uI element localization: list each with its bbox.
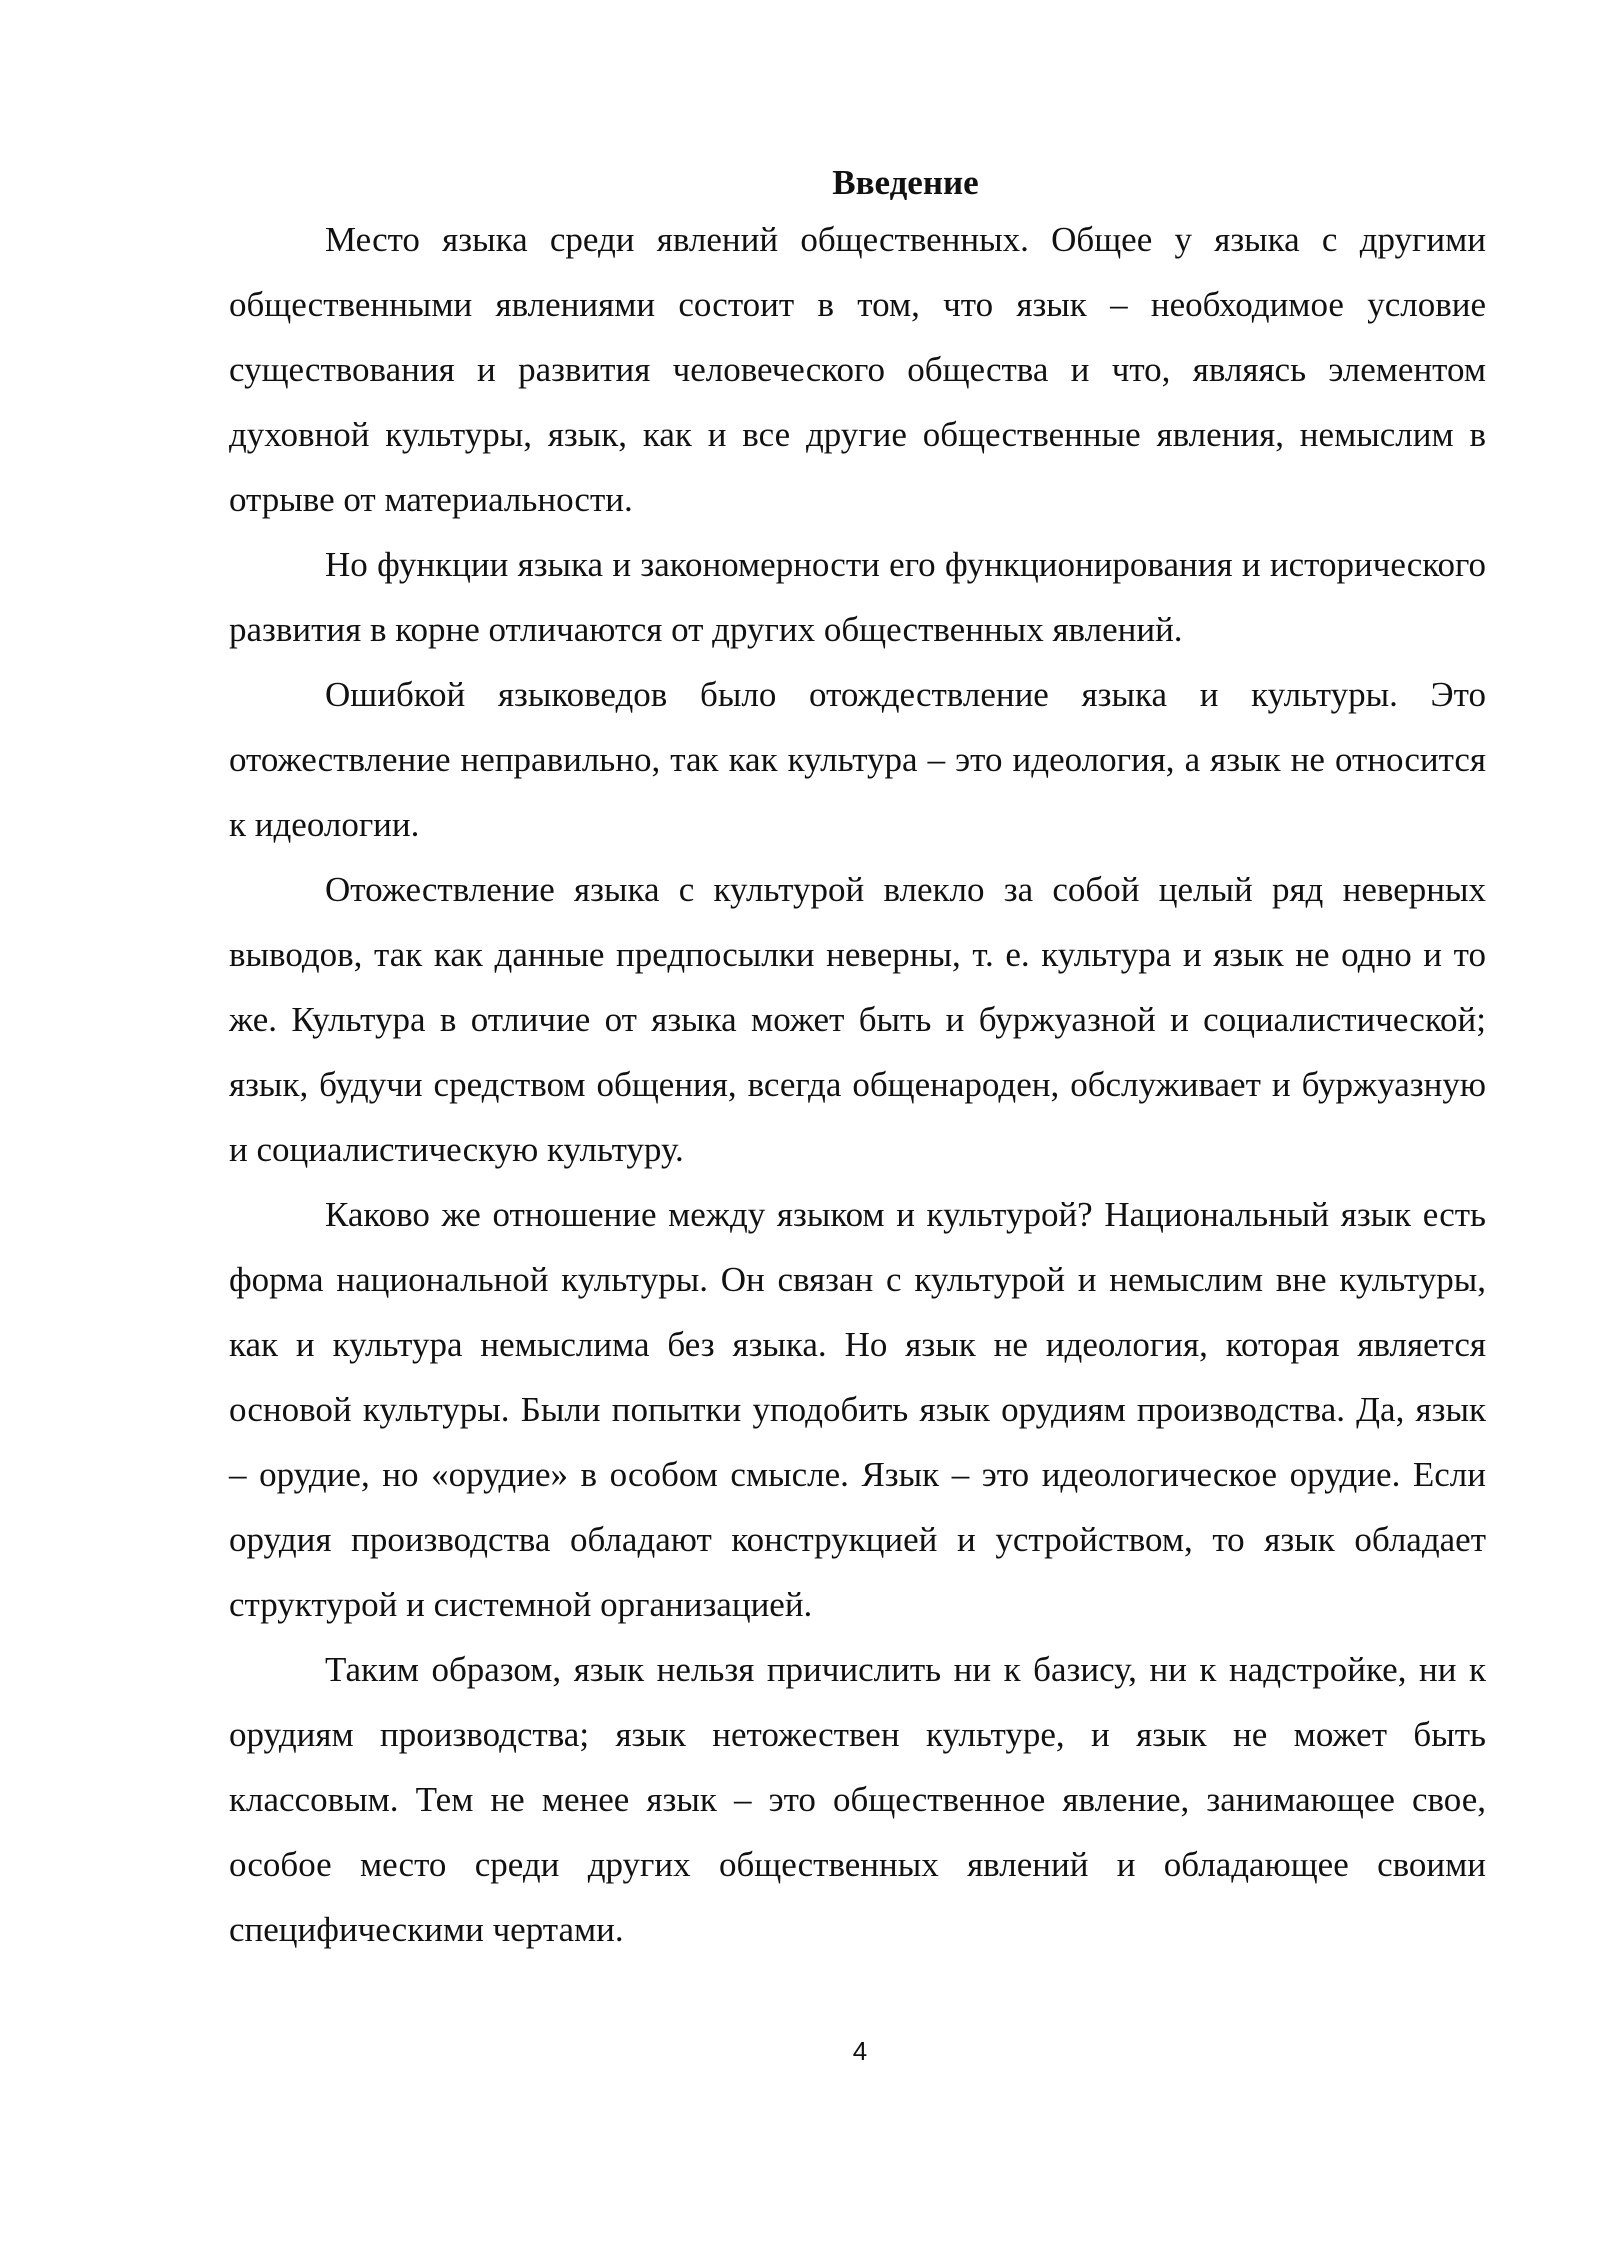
section-heading: Введение [832,163,979,202]
page-number: 4 [852,2036,868,2066]
paragraph: Но функции языка и закономерности его функционирования и исторического развития в корне отличаются от других общественных явлений. [229,545,1486,649]
paragraph: Каково же отношение между языком и культурой? Национальный язык есть форма национальной культуры. Он связан с культурой и немыслим вне культуры, как и культура немыслима без языка. Но язык не идеология, которая является основой культуры. Были попытки уподобить язык орудиям производства. Да, язык – орудие, но «орудие» в особом смысле. Язык – это идеологическое орудие. Если орудия производства обладают конструкцией и устройством, то язык обладает структурой и системной организацией. [229,1195,1486,1624]
paragraph: Ошибкой языковедов было отождествление языка и культуры. Это отожествление неправильно, так как культура – это идеология, а язык не относится к идеологии. [229,675,1486,844]
paragraph: Место языка среди явлений общественных. Общее у языка с другими общественными явлениями состоит в том, что язык – необходимое условие существования и развития человеческого общества и что, являясь элементом духовной культуры, язык, как и все другие общественные явления, немыслим в отрыве от материальности. [229,220,1486,519]
paragraph: Таким образом, язык нельзя причислить ни к базису, ни к надстройке, ни к орудиям производства; язык нетожествен культуре, и язык не может быть классовым. Тем не менее язык – это общественное явление, занимающее свое, особое место среди других общественных явлений и обладающее своими специфическими чертами. [229,1650,1486,1949]
paragraph: Отожествление языка с культурой влекло за собой целый ряд неверных выводов, так как данные предпосылки неверны, т. е. культура и язык не одно и то же. Культура в отличие от языка может быть и буржуазной и социалистической; язык, будучи средством общения, всегда общенароден, обслуживает и буржуазную и социалистическую культуру. [229,870,1486,1169]
document-page [229,160,1486,1962]
